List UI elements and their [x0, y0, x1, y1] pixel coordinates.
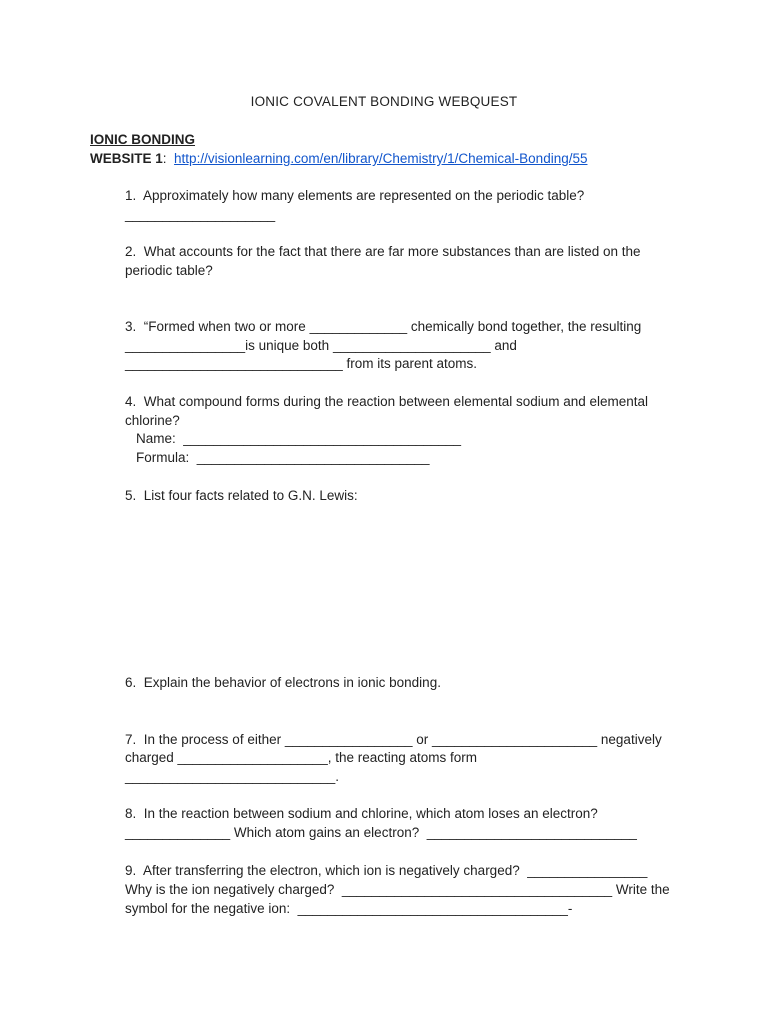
question-4-text: 4. What compound forms during the reaction between elemental sodium and elemental [125, 394, 649, 409]
question-3-text: 3. “Formed when two or more _____________ chemically bond together, the resulting [125, 319, 642, 334]
website-colon: : [162, 151, 167, 166]
question-8-text: 8. In the reaction between sodium and chlorine, which atom loses an electron? [125, 806, 598, 821]
website-label: WEBSITE 1 [90, 151, 163, 166]
question-9-text: 9. After transferring the electron, which ion is negatively charged? ________________ [125, 863, 648, 878]
question-3-text-cont: ________________is unique both _____________________ and [125, 338, 517, 353]
question-4-formula-blank: Formula: _______________________________ [136, 450, 430, 465]
question-4-text-cont: chlorine? [125, 413, 180, 428]
question-2-text-cont: periodic table? [125, 263, 213, 278]
website-link[interactable]: http://visionlearning.com/en/library/Chemistry/1/Chemical-Bonding/55 [174, 151, 588, 166]
question-7-text-end: ____________________________. [125, 769, 339, 784]
question-4-name-blank: Name: _____________________________________ [136, 431, 462, 446]
question-9-text-cont: Why is the ion negatively charged? ____________________________________ Write the [125, 882, 670, 897]
worksheet-title: IONIC COVALENT BONDING WEBQUEST [250, 94, 518, 109]
question-5-text: 5. List four facts related to G.N. Lewis: [125, 488, 358, 503]
question-6-text: 6. Explain the behavior of electrons in ionic bonding. [125, 675, 441, 690]
section-heading: IONIC BONDING [90, 132, 196, 147]
website-line [90, 149, 587, 168]
question-8-text-cont: ______________ Which atom gains an electron? ____________________________ [125, 825, 637, 840]
question-1-answer-blank: ____________________ [125, 207, 276, 222]
question-2-text: 2. What accounts for the fact that there are far more substances than are listed on the [125, 244, 641, 259]
question-9-text-end: symbol for the negative ion: ____________________________________- [125, 901, 573, 916]
question-7-text-cont: charged ____________________, the reacting atoms form [125, 750, 478, 765]
question-1-text: 1. Approximately how many elements are represented on the periodic table? [125, 188, 585, 203]
question-3-text-end: _____________________________ from its parent atoms. [125, 356, 478, 371]
question-7-text: 7. In the process of either _________________ or ______________________ negatively [125, 732, 662, 747]
